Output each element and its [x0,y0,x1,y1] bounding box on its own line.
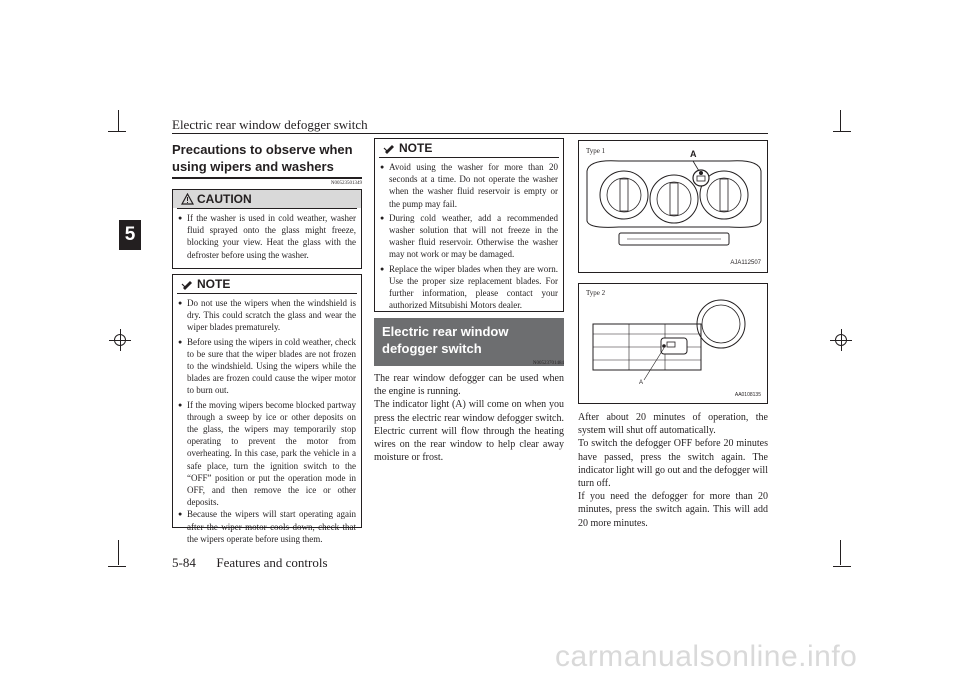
note-pencil-icon [383,142,396,154]
watermark: carmanualsonline.info [555,640,858,673]
list-item: ● Replace the wiper blades when they are worn. Use the proper size replacement blades. For further information, please contact your authorized Mitsubishi Motors dealer. [380,263,558,312]
figure-type1 [578,140,768,273]
paragraph: To switch the defogger OFF before 20 minutes have passed, press the switch again. The indicator light will go out and the defogger will turn off. [578,438,768,490]
crop-mark [118,110,119,132]
defogger-body [374,372,564,464]
footer-section: Features and controls [216,555,328,570]
note-pencil-icon [181,278,194,290]
crop-mark [833,131,851,132]
section-rule [172,177,362,179]
climate-panel-illustration [579,141,767,272]
figure-type-label: Type 1 [586,147,606,155]
registration-mark [114,334,126,346]
list-item-continuation: ● Because the wipers will start operating again after the wiper motor cools down, check that the wipers operate before using them. [178,508,356,545]
doc-number: N00523501349 [330,181,362,186]
crop-mark [108,566,126,567]
chapter-tab: 5 [119,220,141,250]
paragraph: The rear window defogger can be used when the engine is running. [374,373,564,398]
crop-mark [840,540,841,565]
figure-type-label: Type 2 [586,289,606,297]
page-number: 5-84 [172,555,196,570]
note-box [374,138,564,312]
page-footer [172,555,328,571]
running-header: Electric rear window defogger switch [172,117,368,132]
note-heading [375,139,563,157]
doc-number: N00523701484 [532,361,564,366]
figure-code: AA0108135 [734,392,761,398]
note-list [173,294,361,551]
list-item: ● Do not use the wipers when the windshield is dry. This could scratch the glass and wear the wiper blades prematurely. [178,297,356,334]
note-box [172,274,362,544]
note-label: NOTE [399,141,433,155]
warning-triangle-icon [181,193,194,205]
crop-mark [840,110,841,132]
note-list [375,158,563,317]
caution-list [173,209,361,267]
list-item: ● If the washer is used in cold weather, washer fluid sprayed onto the glass might freeze, blocking your view. Heat the glass with the defroster before using the washer. [178,212,356,261]
caution-label: CAUTION [197,192,252,206]
figure-type2 [578,283,768,404]
caution-box [172,189,362,269]
paragraph: After about 20 minutes of operation, the system will shut off automatically. [578,412,768,437]
section-banner: Electric rear window defogger switch [374,318,564,366]
list-item: ● Before using the wipers in cold weather, check to be sure that the wiper blades are not frozen to the windshield. Using the wipers while the blades are frozen could cause the wiper motor to burn out. [178,336,356,397]
precautions-section [172,141,362,186]
paragraph: If you need the defogger for more than 20 minutes, press the switch again. This will add 20 more minutes. [578,491,768,529]
caution-heading [173,190,361,208]
section-title: Precautions to observe when using wipers and washers [172,142,353,174]
header-rule [172,133,768,134]
list-item: ● If the moving wipers become blocked partway through a sweep by ice or other deposits on the glass, the wipers may temporarily stop operating to prevent the motor from overheating. In this case, park the vehicle in a safe place, turn the ignition switch to the “OFF” position or put the operation mode in OFF, and then remove the ice or other deposits. [178,399,356,509]
crop-mark [118,540,119,565]
note-label: NOTE [197,277,231,291]
registration-mark [835,334,847,346]
list-item: ● During cold weather, add a recommended washer solution that will not freeze in the washer fluid reservoir. Otherwise the washer may not work or may be damaged. [380,212,558,261]
right-column-text [578,411,768,530]
paragraph: The indicator light (A) will come on when you press the electric rear window defogger switch. Electric current will flow through the heating wires on the rear window to help clear away moisture or frost. [374,399,564,464]
switch-panel-illustration [579,284,767,403]
note-heading [173,275,361,293]
crop-mark [108,131,126,132]
callout-label: A [639,380,644,386]
figure-code: AJA112507 [730,260,761,266]
list-item: ● Avoid using the washer for more than 20 seconds at a time. Do not operate the washer when the washer fluid reservoir is empty or the pump may fail. [380,161,558,210]
crop-mark [833,566,851,567]
callout-label: A [690,149,697,159]
